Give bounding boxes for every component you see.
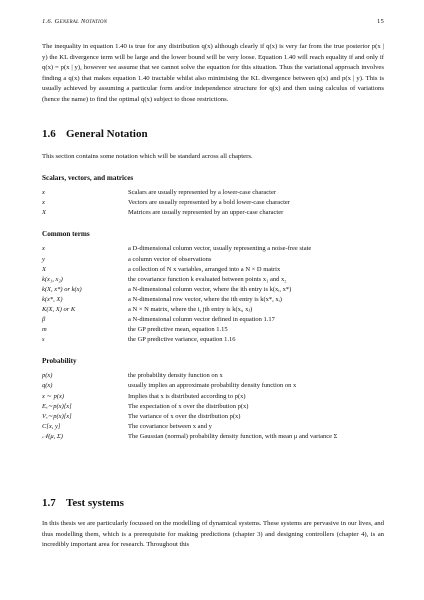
notation-symbol: Eₓ∼p(x)[x] [42,402,72,410]
notation-row [42,255,384,265]
notation-description: a N-dimensional column vector defined in equation 1.17 [128,316,275,324]
notation-description: Vectors are usually represented by a bold lower-case character [128,199,290,207]
notation-group-heading: Probability [42,357,77,366]
notation-description: The expectation of x over the distribution p(x) [128,402,249,410]
section-paragraph: In this thesis we are particularly focussed on the modelling of dynamical systems. These systems are pervasive in our lives, and thus modelling them, which is a prerequisite for making predictions (chapter 3) and designing controllers (chapter 4), is an incredibly important area for research. Throughout this [42,520,384,549]
notation-description: the GP predictive mean, equation 1.15 [128,326,228,334]
notation-row [42,335,384,345]
notation-row [42,315,384,325]
notation-row [42,392,384,402]
section-title: Test systems [66,497,124,509]
notation-group-heading: Scalars, vectors, and matrices [42,174,134,183]
notation-row [42,208,384,218]
intro-paragraph: The inequality in equation 1.40 is true for any distribution q(x) although clearly if q(x) is very far from the true posterior p(x | y) the KL divergence term will be large and the lower bound will be very loose. Equation 1.40 will reach equality if and only if q(x) = p(x | y), however we assume that we cannot solve the equation for this situation. Thus the variational approach involves finding a q(x) that makes equation 1.40 tractable whilst also minimising the KL divergence between q(x) and p(x | y). This is usually achieved by assuming a particular form and/or independence structure for q(x) and then using calculus of variations (hence the name) to find the optimal q(x) subject to those restrictions. [42,43,384,103]
notation-row [42,198,384,208]
notation-row [42,412,384,422]
notation-row [42,422,384,432]
notation-description: Scalars are usually represented by a lower-case character [128,189,277,197]
notation-symbol: C[x, y] [42,422,61,430]
section-heading-1-7 [42,497,384,509]
notation-symbol: k(x₁, x₂) [42,275,63,283]
running-head [42,18,384,25]
notation-symbol: 𝒩(μ, Σ) [42,432,63,440]
notation-row [42,402,384,412]
notation-description: usually implies an approximate probability density function on x [128,382,297,390]
notation-row [42,244,384,254]
notation-row [42,265,384,275]
notation-description: a N × N matrix, where the i, jth entry is k(xᵢ, xⱼ) [128,306,253,313]
page-body [42,42,384,442]
notation-symbol: Vₓ∼p(x)[x] [42,412,72,420]
section-number: 1.7 [42,497,56,509]
notation-description: a column vector of observations [128,255,212,263]
notation-row [42,432,384,442]
section-heading-1-6 [42,128,384,140]
notation-row [42,325,384,335]
notation-row [42,371,384,381]
notation-description: the GP predictive variance, equation 1.16 [128,336,236,344]
notation-description: a N-dimensional column vector, where the ith entry is k(xᵢ, x*) [128,285,292,293]
notation-symbol: X [42,209,46,217]
notation-row [42,285,384,295]
page-number: 15 [377,18,384,25]
notation-symbol: x [42,245,45,253]
notation-row [42,188,384,198]
notation-symbol: x ∼ p(x) [42,392,65,400]
notation-symbol: q(x) [42,382,53,390]
notation-row [42,381,384,391]
notation-symbol: K(X, X) or K [42,306,76,313]
notation-description: The covariance between x and y [128,422,212,430]
section-intro: This section contains some notation which will be standard across all chapters. [42,152,253,160]
notation-symbol: m [42,326,47,334]
notation-description: the probability density function on x [128,372,223,380]
notation-description: The Gaussian (normal) probability density function, with mean μ and variance Σ [128,432,338,440]
notation-symbol: x [42,199,45,207]
notation-symbol: k(X, x*) or k(x) [42,285,82,293]
notation-symbol: p(x) [42,372,53,380]
notation-symbol: x [42,189,45,197]
notation-description: Implies that x is distributed according to p(x) [128,392,246,400]
notation-symbol: s [42,336,45,344]
notation-description: the covariance function k evaluated between points x₁ and x₂ [128,275,287,283]
notation-description: a D-dimensional column vector, usually representing a noise-free state [128,245,312,253]
notation-row [42,275,384,285]
notation-symbol: X [42,265,46,273]
notation-description: a collection of N x variables, arranged into a N × D matrix [128,265,281,273]
notation-symbol: k(x*, X) [42,295,63,303]
section-1-7 [42,497,384,551]
notation-row [42,305,384,315]
section-title: General Notation [66,127,148,140]
notation-description: The variance of x over the distribution p(x) [128,412,241,420]
notation-description: Matrices are usually represented by an upper-case character [128,209,284,217]
notation-description: a N-dimensional row vector, where the ith entry is k(x*, xᵢ) [128,295,282,303]
notation-symbol: y [42,255,45,263]
notation-row [42,295,384,305]
running-head-title: 1.6. General Notation [42,18,108,25]
notation-symbol: β [42,316,46,324]
notation-group-heading: Common terms [42,230,90,239]
section-number: 1.6 [42,127,56,140]
notation-groups [42,174,384,442]
